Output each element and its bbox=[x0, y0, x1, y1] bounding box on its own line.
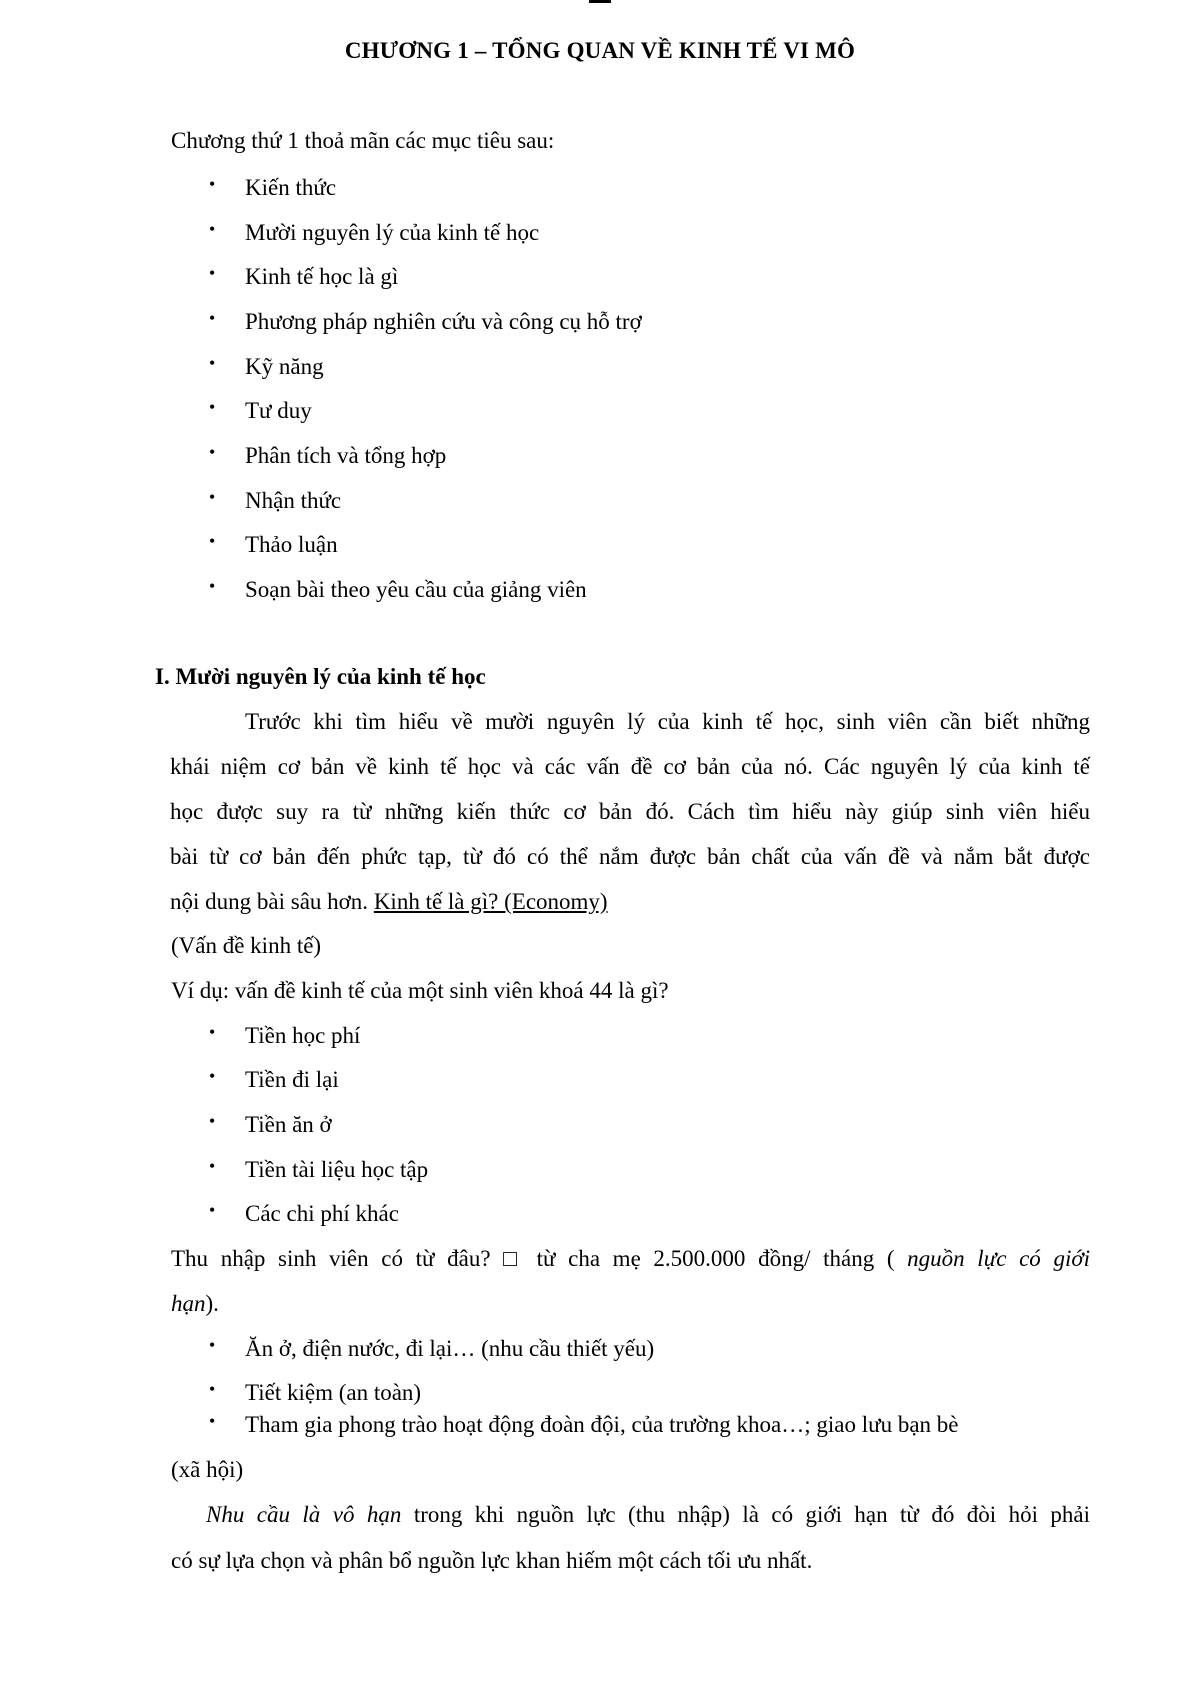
paragraph-line: bài từ cơ bản đến phức tạp, từ đó có thể nắm được bản chất của vấn đề và nắm bắt được bbox=[170, 844, 1090, 869]
economy-link-text: Kinh tế là gì? (Economy) bbox=[373, 889, 608, 914]
paragraph-line: Trước khi tìm hiểu về mười nguyên lý của kinh tế học, sinh viên cần biết những bbox=[245, 709, 1090, 734]
chapter-title: CHƯƠNG 1 – TỔNG QUAN VỀ KINH TẾ VI MÔ bbox=[344, 38, 856, 63]
income-line: Thu nhập sinh viên có từ đâu? □ từ cha mẹ 2.500.000 đồng/ tháng ( nguồn lực có giới bbox=[171, 1246, 1090, 1271]
paragraph-last-line: nội dung bài sâu hơn. Kinh tế là gì? (Economy) bbox=[170, 889, 608, 914]
example-text: Ví dụ: vấn đề kinh tế của một sinh viên khoá 44 là gì? bbox=[171, 978, 669, 1003]
paragraph-line: khái niệm cơ bản về kinh tế học và các vấn đề cơ bản của nó. Các nguyên lý của kinh tế bbox=[170, 754, 1090, 779]
section-heading: I. Mười nguyên lý của kinh tế học bbox=[155, 664, 486, 689]
page-top-mark bbox=[589, 0, 611, 3]
income-line-end: hạn). bbox=[171, 1291, 219, 1316]
conclusion-line: Nhu cầu là vô hạn trong khi nguồn lực (thu nhập) là có giới hạn từ đó đòi hỏi phải bbox=[206, 1502, 1090, 1527]
social-note: (xã hội) bbox=[171, 1457, 244, 1482]
paragraph-line: học được suy ra từ những kiến thức cơ bản đó. Cách tìm hiểu này giúp sinh viên hiểu bbox=[170, 799, 1090, 824]
intro-text: Chương thứ 1 thoả mãn các mục tiêu sau: bbox=[171, 128, 555, 153]
sub-note: (Vấn đề kinh tế) bbox=[171, 933, 322, 958]
conclusion-line-end: có sự lựa chọn và phân bổ nguồn lực khan hiếm một cách tối ưu nhất. bbox=[171, 1548, 813, 1573]
